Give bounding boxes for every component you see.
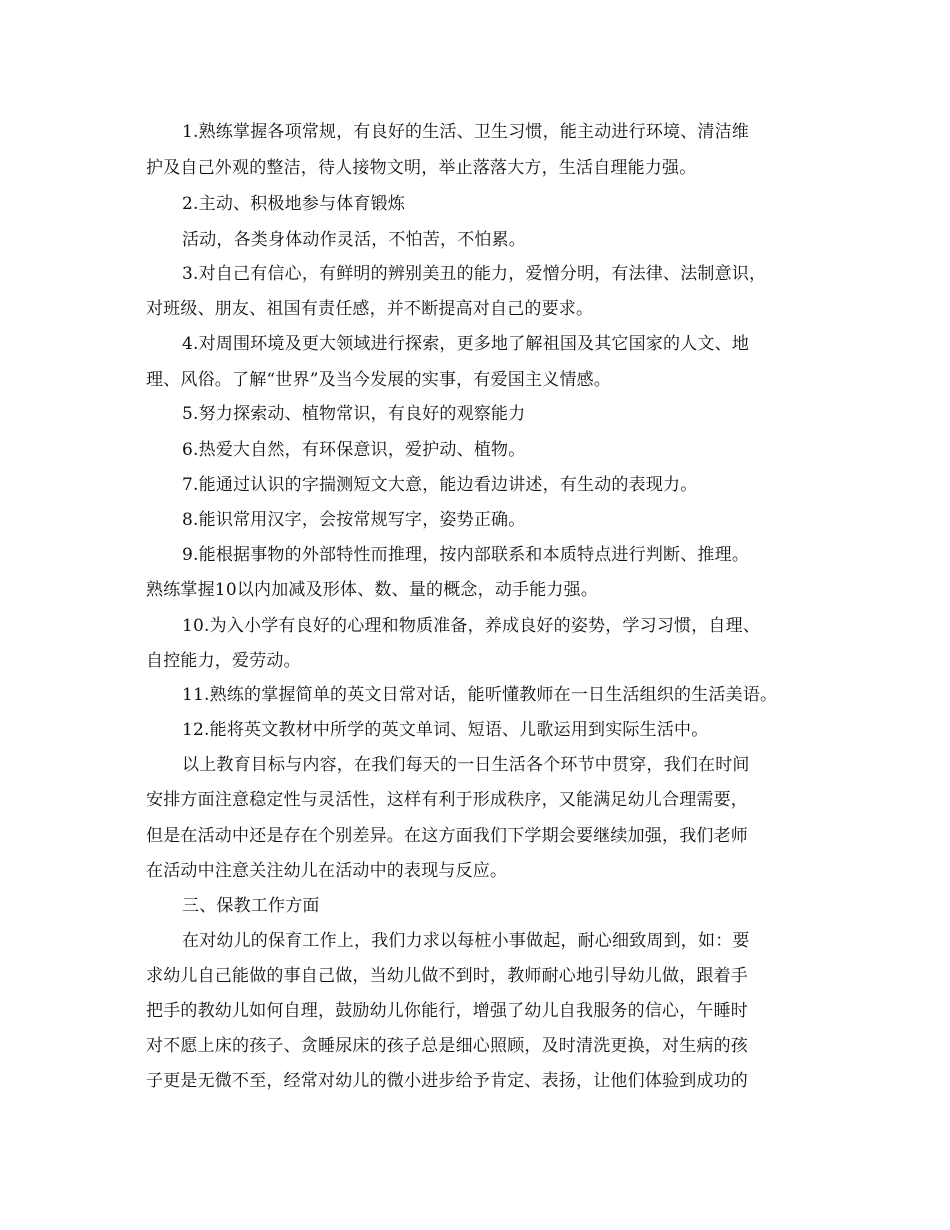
text-line: 6.热爱大自然，有环保意识，爱护动、植物。	[182, 440, 526, 460]
text-line: 自控能力，爱劳动。	[146, 651, 301, 671]
text-line: 在活动中注意关注幼儿在活动中的表现与反应。	[146, 861, 508, 881]
text-line: 对班级、朋友、祖国有责任感，并不断提高对自己的要求。	[146, 299, 594, 319]
text-line: 12.能将英文教材中所学的英文单词、短语、儿歌运用到实际生活中。	[182, 720, 709, 740]
text-line: 11.熟练的掌握简单的英文日常对话，能听懂教师在一日生活组织的生活美语。	[182, 685, 778, 705]
text-line: 对不愿上床的孩子、贪睡尿床的孩子总是细心照顾，及时清洗更换，对生病的孩	[146, 1036, 748, 1056]
text-line: 在对幼儿的保育工作上，我们力求以每桩小事做起，耐心细致周到，如：要	[182, 931, 750, 951]
text-line: 求幼儿自己能做的事自己做，当幼儿做不到时，教师耐心地引导幼儿做，跟着手	[146, 966, 748, 986]
text-line: 2.主动、积极地参与体育锻炼	[182, 194, 406, 214]
text-line: 4.对周围环境及更大领域进行探索，更多地了解祖国及其它国家的人文、地	[182, 334, 750, 354]
text-line: 理、风俗。了解“世界”及当今发展的实事，有爱国主义情感。	[146, 370, 611, 390]
text-line: 活动，各类身体动作灵活，不怕苦，不怕累。	[182, 230, 526, 250]
text-line: 但是在活动中还是存在个别差异。在这方面我们下学期会要继续加强，我们老师	[146, 826, 748, 846]
text-line: 7.能通过认识的字揣测短文大意，能边看边讲述，有生动的表现力。	[182, 475, 698, 495]
text-line: 5.努力探索动、植物常识，有良好的观察能力	[182, 404, 526, 424]
text-line: 8.能识常用汉字，会按常规写字，姿势正确。	[182, 510, 526, 530]
text-line: 9.能根据事物的外部特性而推理，按内部联系和本质特点进行判断、推理。	[182, 545, 750, 565]
text-line: 以上教育目标与内容，在我们每天的一日生活各个环节中贯穿，我们在时间	[182, 755, 750, 775]
text-line: 10.为入小学有良好的心理和物质准备，养成良好的姿势，学习习惯，自理、	[182, 616, 761, 636]
text-line: 熟练掌握10以内加减及形体、数、量的概念，动手能力强。	[146, 580, 599, 600]
text-line: 1.熟练掌握各项常规，有良好的生活、卫生习惯，能主动进行环境、清洁维	[182, 122, 750, 142]
text-line: 3.对自己有信心，有鲜明的辨别美丑的能力，爱憎分明，有法律、法制意识，	[182, 264, 767, 284]
text-line: 护及自己外观的整洁，待人接物文明，举止落落大方，生活自理能力强。	[146, 158, 697, 178]
text-line: 子更是无微不至，经常对幼儿的微小进步给予肯定、表扬，让他们体验到成功的	[146, 1071, 748, 1091]
text-line: 把手的教幼儿如何自理，鼓励幼儿你能行，增强了幼儿自我服务的信心，午睡时	[146, 1001, 748, 1021]
section-heading: 三、保教工作方面	[182, 896, 320, 916]
text-line: 安排方面注意稳定性与灵活性，这样有利于形成秩序，又能满足幼儿合理需要，	[146, 790, 748, 810]
